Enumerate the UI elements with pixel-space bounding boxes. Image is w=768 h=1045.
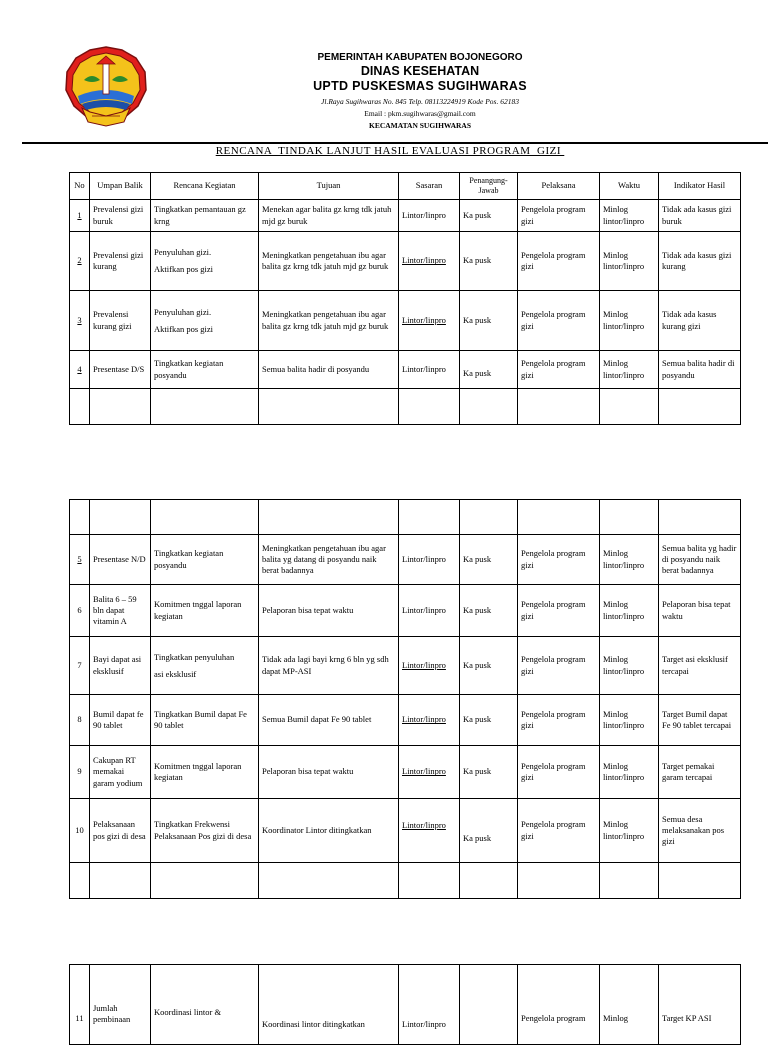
letterhead [0, 0, 768, 150]
header-divider [22, 142, 768, 144]
table-row [70, 799, 741, 863]
row-tujuan: Semua balita hadir di posyandu [259, 351, 399, 389]
row-pelaksana: Pengelola program gizi [518, 200, 600, 232]
row-tujuan: Meningkatkan pengetahuan ibu agar balita gz krng tdk jatuh mjd gz buruk [259, 291, 399, 351]
row-sasaran: Lintor/linpro [402, 766, 446, 777]
row-sasaran: Lintor/linpro [402, 314, 446, 325]
row-umpan-balik: Prevalensi kurang gizi [90, 291, 151, 351]
row-waktu: Minlog lintor/linpro [600, 351, 659, 389]
row-waktu: Minlog lintor/linpro [600, 535, 659, 585]
row-umpan-balik: Pelaksanaan pos gizi di desa [90, 799, 151, 863]
row-no: 10 [70, 799, 90, 863]
evaluation-table-page-3 [69, 964, 741, 1045]
row-no: 2 [77, 255, 82, 266]
row-indikator: Target pemakai garam tercapai [659, 746, 741, 799]
row-waktu: Minlog lintor/linpro [600, 232, 659, 291]
table-row [70, 200, 741, 232]
row-umpan-balik: Prevalensi gizi kurang [90, 232, 151, 291]
table-row [70, 232, 741, 291]
col-header-sasaran: Sasaran [399, 173, 460, 200]
table-row-empty [70, 389, 741, 425]
table-row [70, 351, 741, 389]
row-indikator: Tidak ada kasus gizi kurang [659, 232, 741, 291]
col-header-no: No [70, 173, 90, 200]
row-umpan-balik: Bumil dapat fe 90 tablet [90, 695, 151, 746]
row-indikator: Target asi eksklusif tercapai [659, 637, 741, 695]
row-pelaksana: Pengelola program [518, 965, 600, 1045]
col-header-rencana-kegiatan: Rencana Kegiatan [151, 173, 259, 200]
row-pelaksana: Pengelola program gizi [518, 637, 600, 695]
email-line: Email : pkm.sugihwaras@gmail.com [364, 109, 476, 118]
col-header-waktu: Waktu [600, 173, 659, 200]
row-umpan-balik: Balita 6 – 59 bln dapat vitamin A [90, 585, 151, 637]
row-waktu: Minlog lintor/linpro [600, 200, 659, 232]
row-waktu: Minlog lintor/linpro [600, 746, 659, 799]
row-tujuan: Koordinator Lintor ditingkatkan [259, 799, 399, 863]
row-indikator: Target Bumil dapat Fe 90 tablet tercapai [659, 695, 741, 746]
bojonegoro-regency-emblem-icon [62, 44, 150, 128]
row-indikator: Semua balita hadir di posyandu [659, 351, 741, 389]
row-indikator: Semua balita yg hadir di posyandu naik berat badannya [659, 535, 741, 585]
row-tujuan: Meningkatkan pengetahuan ibu agar balita yg datang di posyandu naik berat badannya [259, 535, 399, 585]
row-tujuan: Semua Bumil dapat Fe 90 tablet [259, 695, 399, 746]
address-line: Jl.Raya Sugihwaras No. 845 Telp. 08113224919 Kode Pos. 62183 [321, 97, 519, 106]
row-pelaksana: Pengelola program gizi [518, 799, 600, 863]
evaluation-table-page-2 [69, 499, 741, 899]
row-pj [460, 965, 518, 1045]
row-sasaran: Lintor/linpro [399, 965, 460, 1045]
row-pj: Ka pusk [460, 585, 518, 637]
table-row [70, 965, 741, 1045]
row-rencana: Koordinasi lintor & [151, 965, 259, 1045]
row-no: 8 [70, 695, 90, 746]
row-no: 4 [77, 363, 82, 374]
col-header-tujuan: Tujuan [259, 173, 399, 200]
table-row [70, 746, 741, 799]
row-waktu: Minlog lintor/linpro [600, 799, 659, 863]
row-sasaran: Lintor/linpro [402, 819, 446, 830]
row-umpan-balik: Presentase N/D [90, 535, 151, 585]
row-pj: Ka pusk [460, 535, 518, 585]
row-waktu: Minlog lintor/linpro [600, 695, 659, 746]
row-tujuan: Tidak ada lagi bayi krng 6 bln yg sdh dapat MP-ASI [259, 637, 399, 695]
row-pj: Ka pusk [460, 637, 518, 695]
row-pelaksana: Pengelola program gizi [518, 351, 600, 389]
row-rencana: Komitmen tnggal laporan kegiatan [151, 746, 259, 799]
col-header-penanggung-jawab: Penangung- Jawab [460, 173, 518, 200]
row-tujuan: Pelaporan bisa tepat waktu [259, 585, 399, 637]
row-pelaksana: Pengelola program gizi [518, 291, 600, 351]
row-umpan-balik: Bayi dapat asi eksklusif [90, 637, 151, 695]
row-indikator: Target KP ASI [659, 965, 741, 1045]
row-no: 5 [77, 553, 82, 564]
row-sasaran: Lintor/linpro [399, 351, 460, 389]
row-umpan-balik: Presentase D/S [90, 351, 151, 389]
row-waktu: Minlog lintor/linpro [600, 291, 659, 351]
evaluation-table-page-1 [69, 172, 741, 425]
row-pj: Ka pusk [460, 200, 518, 232]
row-pelaksana: Pengelola program gizi [518, 585, 600, 637]
table-row [70, 637, 741, 695]
row-pj: Ka pusk [463, 367, 492, 378]
institution-line: UPTD PUSKESMAS SUGIHWARAS [313, 79, 527, 93]
gov-line: PEMERINTAH KABUPATEN BOJONEGORO [317, 52, 523, 63]
row-rencana: Tingkatkan kegiatan posyandu [151, 351, 259, 389]
row-no: 7 [70, 637, 90, 695]
row-indikator: Tidak ada kasus kurang gizi [659, 291, 741, 351]
row-rencana: Tingkatkan penyuluhan asi eksklusif [151, 637, 259, 695]
row-rencana: Penyuluhan gizi. Aktifkan pos gizi [151, 291, 259, 351]
table-row-empty [70, 500, 741, 535]
row-tujuan: Meningkatkan pengetahuan ibu agar balita gz krng tdk jatuh mjd gz buruk [259, 232, 399, 291]
row-no: 3 [77, 314, 82, 325]
table-header-row [70, 173, 741, 200]
table-row [70, 695, 741, 746]
row-rencana: Tingkatkan Bumil dapat Fe 90 tablet [151, 695, 259, 746]
row-indikator: Tidak ada kasus gizi buruk [659, 200, 741, 232]
row-indikator: Semua desa melaksanakan pos gizi [659, 799, 741, 863]
row-tujuan: Pelaporan bisa tepat waktu [259, 746, 399, 799]
row-sasaran: Lintor/linpro [402, 714, 446, 725]
row-no: 6 [70, 585, 90, 637]
row-sasaran: Lintor/linpro [399, 200, 460, 232]
col-header-pelaksana: Pelaksana [518, 173, 600, 200]
row-no: 11 [70, 965, 90, 1045]
row-pj: Ka pusk [460, 291, 518, 351]
row-no: 1 [77, 209, 82, 220]
row-pelaksana: Pengelola program gizi [518, 535, 600, 585]
row-pj: Ka pusk [460, 695, 518, 746]
district-line: KECAMATAN SUGIHWARAS [368, 121, 472, 130]
row-sasaran: Lintor/linpro [399, 535, 460, 585]
row-sasaran: Lintor/linpro [402, 659, 446, 670]
agency-line: DINAS KESEHATAN [360, 64, 480, 78]
row-pj: Ka pusk [460, 746, 518, 799]
row-indikator: Pelaporan bisa tepat waktu [659, 585, 741, 637]
row-waktu: Minlog lintor/linpro [600, 637, 659, 695]
col-header-umpan-balik: Umpan Balik [90, 173, 151, 200]
row-pelaksana: Pengelola program gizi [518, 695, 600, 746]
table-row-empty [70, 863, 741, 899]
row-rencana: Komitmen tnggal laporan kegiatan [151, 585, 259, 637]
row-umpan-balik: Jumlah pembinaan [90, 965, 151, 1045]
row-pelaksana: Pengelola program gizi [518, 232, 600, 291]
row-tujuan: Koordinasi lintor ditingkatkan [259, 965, 399, 1045]
row-sasaran: Lintor/linpro [402, 255, 446, 266]
table-row [70, 535, 741, 585]
row-no: 9 [70, 746, 90, 799]
document-title: RENCANA TINDAK LANJUT HASIL EVALUASI PROGRAM GIZI [215, 145, 565, 157]
table-row [70, 291, 741, 351]
row-tujuan: Menekan agar balita gz krng tdk jatuh mjd gz buruk [259, 200, 399, 232]
row-sasaran: Lintor/linpro [399, 585, 460, 637]
row-umpan-balik: Prevalensi gizi buruk [90, 200, 151, 232]
row-rencana: Tingkatkan Frekwensi Pelaksanaan Pos gizi di desa [151, 799, 259, 863]
row-rencana: Tingkatkan kegiatan posyandu [151, 535, 259, 585]
row-pelaksana: Pengelola program gizi [518, 746, 600, 799]
row-rencana: Penyuluhan gizi. Aktifkan pos gizi [151, 232, 259, 291]
row-pj: Ka pusk [460, 799, 518, 863]
row-umpan-balik: Cakupan RT memakai garam yodium [90, 746, 151, 799]
row-waktu: Minlog [600, 965, 659, 1045]
col-header-indikator-hasil: Indikator Hasil [659, 173, 741, 200]
row-rencana: Tingkatkan pemantauan gz krng [151, 200, 259, 232]
table-row [70, 585, 741, 637]
row-waktu: Minlog lintor/linpro [600, 585, 659, 637]
row-pj: Ka pusk [460, 232, 518, 291]
